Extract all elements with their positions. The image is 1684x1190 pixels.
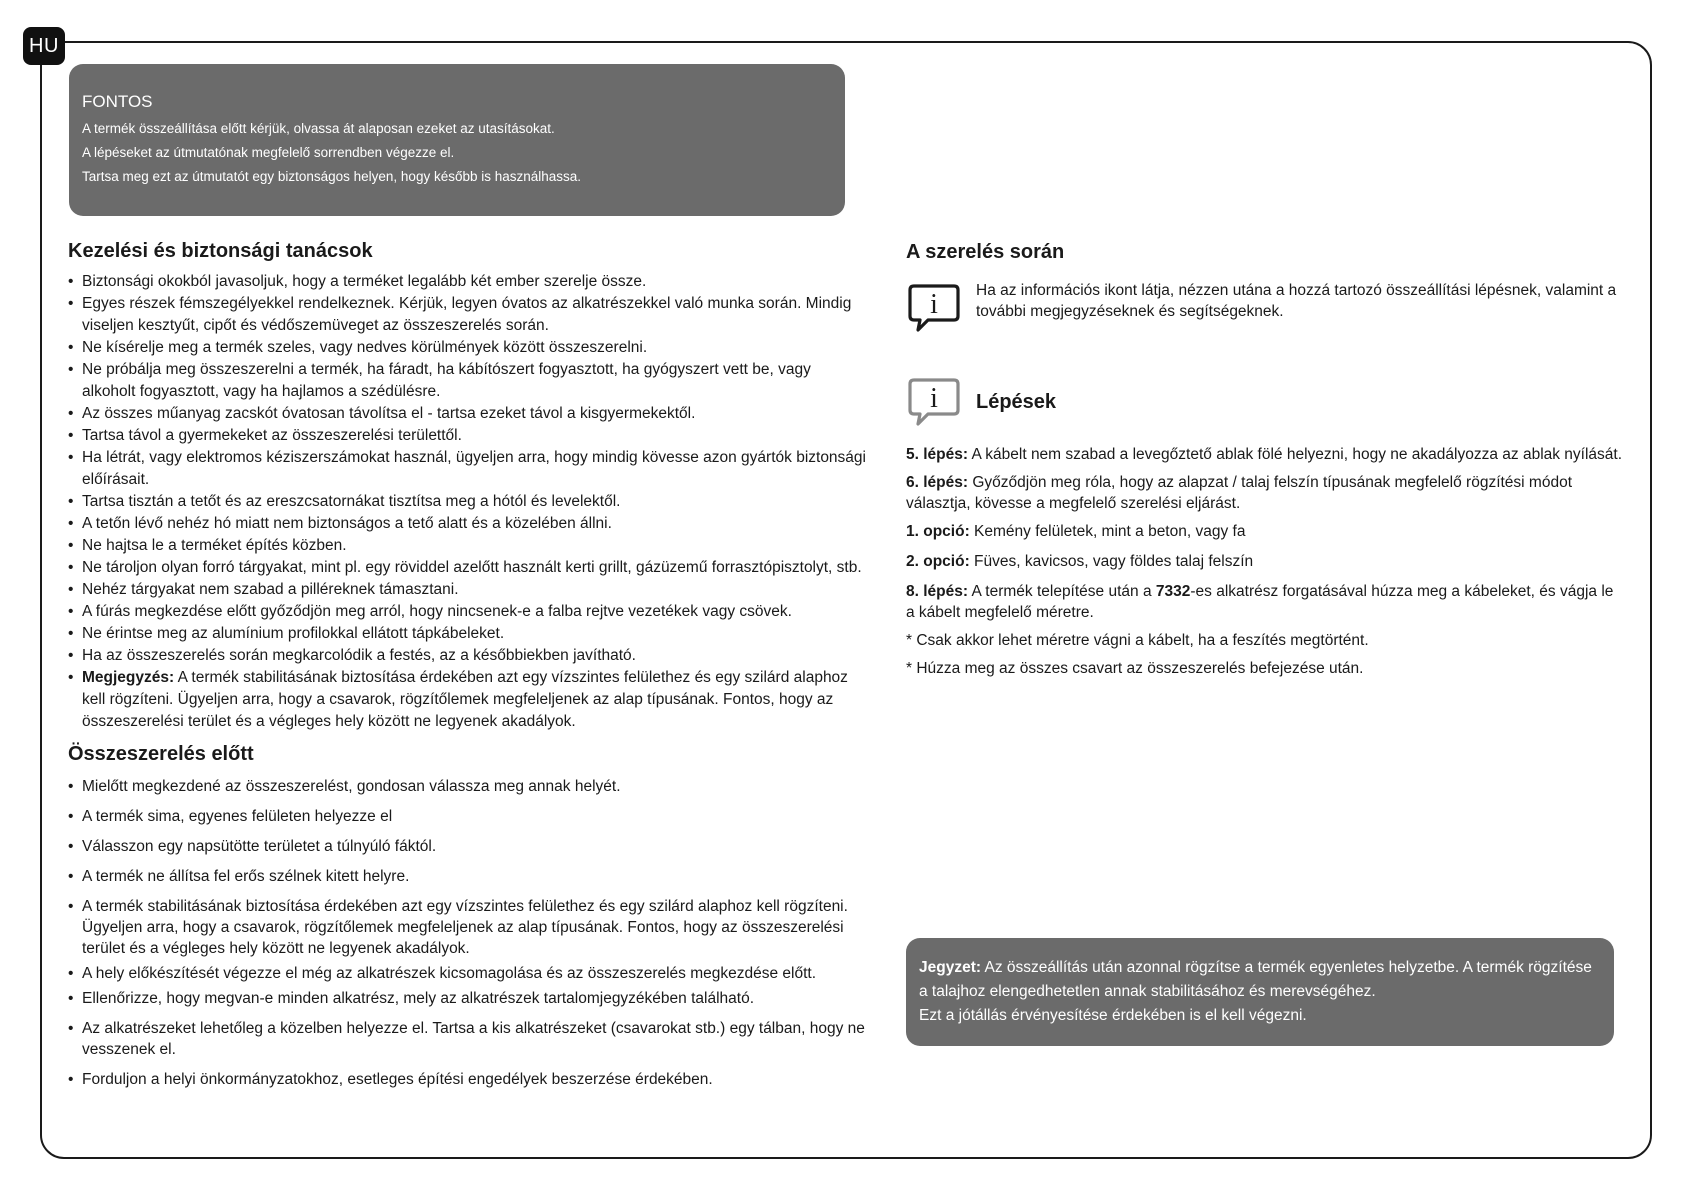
svg-text:i: i [930, 289, 938, 320]
svg-text:i: i [930, 383, 938, 414]
assembly-heading: A szerelés során [906, 241, 1065, 263]
step-text: Füves, kavicsos, vagy földes talaj felszín [969, 553, 1254, 570]
step-item [906, 472, 1626, 514]
list-item: • Az összes műanyag zacskót óvatosan távolítsa el - tartsa ezeket távol a kisgyermekektől. [68, 403, 868, 425]
list-item: • Ne próbálja meg összeszerelni a termék, ha fáradt, ha kábítószert fogyasztott, ha gyógyszert vett be, vagy alkoholt fogyasztott, vagy ha hajlamos a szédülésre. [68, 359, 868, 403]
list-item: • A fúrás megkezdése előtt győződjön meg arról, hogy nincsenek-e a falba rejtve vezetékek vagy csövek. [68, 601, 868, 623]
list-item: • A hely előkészítését végezze el még az alkatrészek kicsomagolása és az összeszerelés megkezdése előtt. [68, 963, 868, 984]
important-notice [69, 64, 845, 216]
list-item: • Ne kísérelje meg a termék szeles, vagy nedves körülmények között összeszerelni. [68, 337, 868, 359]
step-item [906, 581, 1626, 623]
before-list [68, 776, 868, 1090]
step-item [906, 521, 1626, 542]
step-item [906, 444, 1626, 465]
list-item: • Ha az összeszerelés során megkarcolódik a festés, az a későbbiekben javítható. [68, 645, 868, 667]
list-item [68, 667, 868, 733]
notice-title: FONTOS [82, 92, 153, 111]
step-text: A termék telepítése után a [968, 583, 1156, 600]
notice-line: Tartsa meg ezt az útmutatót egy biztonságos helyen, hogy később is használhassa. [82, 169, 582, 184]
right-column [906, 241, 1626, 686]
list-item: • Tartsa tisztán a tetőt és az ereszcsatornákat tisztítsa meg a hótól és levelektől. [68, 491, 868, 513]
step-text: A kábelt nem szabad a levegőztető ablak fölé helyezni, hogy ne akadályozza az ablak nyílását. [968, 446, 1623, 463]
warranty-note [906, 938, 1614, 1046]
part-number: 7332 [1155, 583, 1191, 600]
safety-heading: Kezelési és biztonsági tanácsok [68, 240, 373, 262]
list-item: • Egyes részek fémszegélyekkel rendelkeznek. Kérjük, legyen óvatos az alkatrészekkel való munka során. Mindig viseljen kesztyűt, cipőt és védőszemüveget az összeszerelés során. [68, 293, 868, 337]
notice-line: A lépéseket az útmutatónak megfelelő sorrendben végezze el. [82, 145, 455, 160]
note-box-text: Az összeállítás után azonnal rögzítse a termék egyenletes helyzetbe. A termék rögzítése a talajhoz elengedhetetlen annak stabilitásához és merevségéhez. [919, 959, 1592, 1000]
list-item: • A tetőn lévő nehéz hó miatt nem biztonságos a tető alatt és a közelében állni. [68, 513, 868, 535]
list-item: • Ne tároljon olyan forró tárgyakat, mint pl. egy röviddel azelőtt használt kerti grillt, gázüzemű forrasztópisztolyt, stb. [68, 557, 868, 579]
list-item: • Ne érintse meg az alumínium profilokkal ellátott tápkábeleket. [68, 623, 868, 645]
list-item: • A termék ne állítsa fel erős szélnek kitett helyre. [68, 866, 868, 887]
steps-list [906, 444, 1626, 679]
info-row [906, 280, 1626, 336]
step-label: 1. opció: [906, 523, 970, 540]
footnote: * Csak akkor lehet méretre vágni a kábelt, ha a feszítés megtörtént. [906, 632, 1369, 649]
list-item: • Ellenőrizze, hogy megvan-e minden alkatrész, mely az alkatrészek tartalomjegyzékében található. [68, 988, 868, 1009]
note-text: A termék stabilitásának biztosítása érdekében azt egy vízszintes felülethez és egy szilárd alaphoz kell rögzíteni. Ügyeljen arra, hogy a csavarok, rögzítőlemek megfeleljenek az alap típusának. Fontos, hogy az összeszerelési terület és a végleges hely között ne legyenek akadályok. [82, 669, 848, 730]
step-item [906, 551, 1626, 572]
left-column [68, 240, 868, 1099]
list-item: • A termék sima, egyenes felületen helyezze el [68, 806, 868, 827]
info-text: Ha az információs ikont látja, nézzen utána a hozzá tartozó összeállítási lépésnek, valamint a további megjegyzéseknek és segítségeknek. [976, 282, 1617, 320]
step-label: 8. lépés: [906, 583, 969, 600]
list-item: • Ne hajtsa le a terméket építés közben. [68, 535, 868, 557]
list-item: • Ha létrát, vagy elektromos kéziszerszámokat használ, ügyeljen arra, hogy mindig kövesse azon gyártók biztonsági előírásait. [68, 447, 868, 491]
info-icon [906, 280, 962, 336]
step-text: -es alkatrész forgatásával húzza meg a kábeleket, és vágja le a kábelt megfelelő méretre. [906, 583, 1614, 621]
list-item: • Válasszon egy napsütötte területet a túlnyúló fáktól. [68, 836, 868, 857]
list-item: • A termék stabilitásának biztosítása érdekében azt egy vízszintes felülethez és egy szilárd alaphoz kell rögzíteni. Ügyeljen arra, hogy a csavarok, rögzítőlemek megfeleljenek az alap típusának. Fontos, hogy az összeszerelési terület és a végleges hely között ne legyenek akadályok. [68, 896, 868, 959]
step-label: 5. lépés: [906, 446, 969, 463]
step-label: 2. opció: [906, 553, 970, 570]
steps-header [906, 374, 1626, 430]
note-box-label: Jegyzet: [919, 959, 982, 976]
steps-heading: Lépések [976, 390, 1057, 413]
before-heading: Összeszerelés előtt [68, 743, 254, 765]
list-item: • Az alkatrészeket lehetőleg a közelben helyezze el. Tartsa a kis alkatrészeket (csavarokat stb.) egy tálban, hogy ne vesszenek el. [68, 1018, 868, 1060]
note-box-text: Ezt a jótállás érvényesítése érdekében is el kell végezni. [919, 1007, 1307, 1024]
notice-line: A termék összeállítása előtt kérjük, olvassa át alaposan ezeket az utasításokat. [82, 121, 555, 136]
list-item: • Tartsa távol a gyermekeket az összeszerelési területtől. [68, 425, 868, 447]
language-badge: HU [23, 27, 65, 65]
step-text: Kemény felületek, mint a beton, vagy fa [969, 523, 1246, 540]
footnote: * Húzza meg az összes csavart az összeszerelés befejezése után. [906, 660, 1364, 677]
safety-list [68, 271, 868, 733]
step-text: Győződjön meg róla, hogy az alapzat / talaj felszín típusának megfelelő rögzítési módot választja, kövesse a megfelelő szerelési eljárást. [906, 474, 1573, 512]
list-item: • Nehéz tárgyakat nem szabad a pilléreknek támasztani. [68, 579, 868, 601]
step-label: 6. lépés: [906, 474, 969, 491]
list-item: • Biztonsági okokból javasoljuk, hogy a terméket legalább két ember szerelje össze. [68, 271, 868, 293]
list-item: • Forduljon a helyi önkormányzatokhoz, esetleges építési engedélyek beszerzése érdekében. [68, 1069, 868, 1090]
list-item: • Mielőtt megkezdené az összeszerelést, gondosan válassza meg annak helyét. [68, 776, 868, 797]
before-assembly-section [68, 743, 868, 1090]
note-label: Megjegyzés: [82, 669, 175, 686]
info-icon [906, 374, 962, 430]
